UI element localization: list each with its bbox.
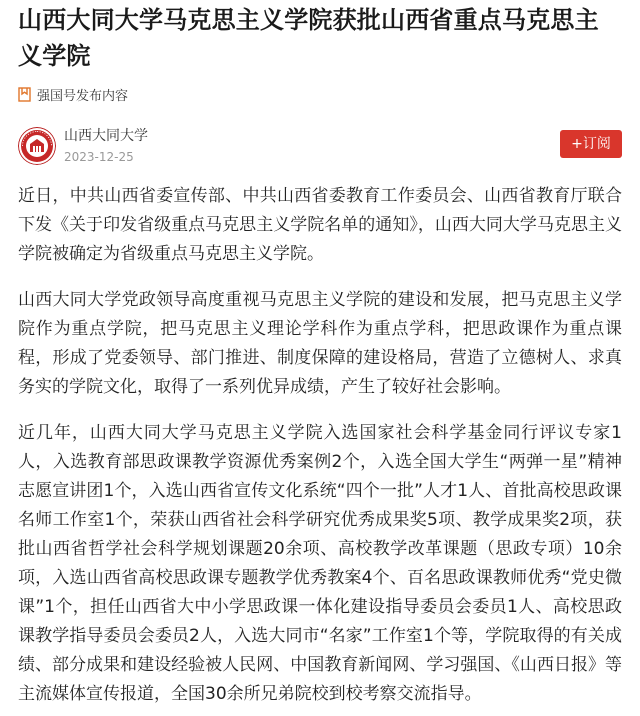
publish-date: 2023-12-25 xyxy=(64,150,134,164)
author-info xyxy=(64,126,148,166)
paragraph-2: 山西大同大学党政领导高度重视马克思主义学院的建设和发展，把马克思主义学院作为重点学院，把马克思主义理论学科作为重点学科，把思政课作为重点课程，形成了党委领导、部门推进、制度保障的建设格局，营造了立德树人、求真务实的学院文化，取得了一系列优异成绩，产生了较好社会影响。 xyxy=(18,290,622,397)
author-name[interactable]: 山西大同大学 xyxy=(64,128,148,144)
bookmark-icon xyxy=(18,87,31,102)
source-label: 强国号发布内容 xyxy=(37,88,129,104)
article-title: 山西大同大学马克思主义学院获批山西省重点马克思主义学院 xyxy=(18,6,599,70)
avatar[interactable] xyxy=(18,127,56,165)
paragraph-1: 近日，中共山西省委宣传部、中共山西省委教育工作委员会、山西省教育厅联合下发《关于印发省级重点马克思主义学院名单的通知》，山西大同大学马克思主义学院被确定为省级重点马克思主义学院。 xyxy=(18,186,622,264)
paragraph-3: 近几年，山西大同大学马克思主义学院入选国家社会科学基金同行评议专家1人，入选教育部思政课教学资源优秀案例2个，入选全国大学生“两弹一星”精神志愿宣讲团1个，入选山西省宣传文化系统“四个一批”人才1人、首批高校思政课名师工作室1个，荣获山西省社会科学研究优秀成果奖5项、教学成果奖2项，获批山西省哲学社会科学规划课题20余项、高校教学改革课题（思政专项）10余项，入选山西省高校思政课专题教学优秀教案4个、百名思政课教师优秀“党史微课”1个，担任山西省大中小学思政课一体化建设指导委员会委员1人、高校思政课教学指导委员会委员2人，入选大同市“名家”工作室1个等，学院取得的有关成绩、部分成果和建设经验被人民网、中国教育新闻网、学习强国、《山西日报》等主流媒体宣传报道，全国30余所兄弟院校到校考察交流指导。 xyxy=(18,423,622,704)
subscribe-button[interactable]: +订阅 xyxy=(560,130,622,158)
author-block xyxy=(18,122,622,170)
article-body xyxy=(18,182,622,709)
source-label-row xyxy=(18,84,622,104)
